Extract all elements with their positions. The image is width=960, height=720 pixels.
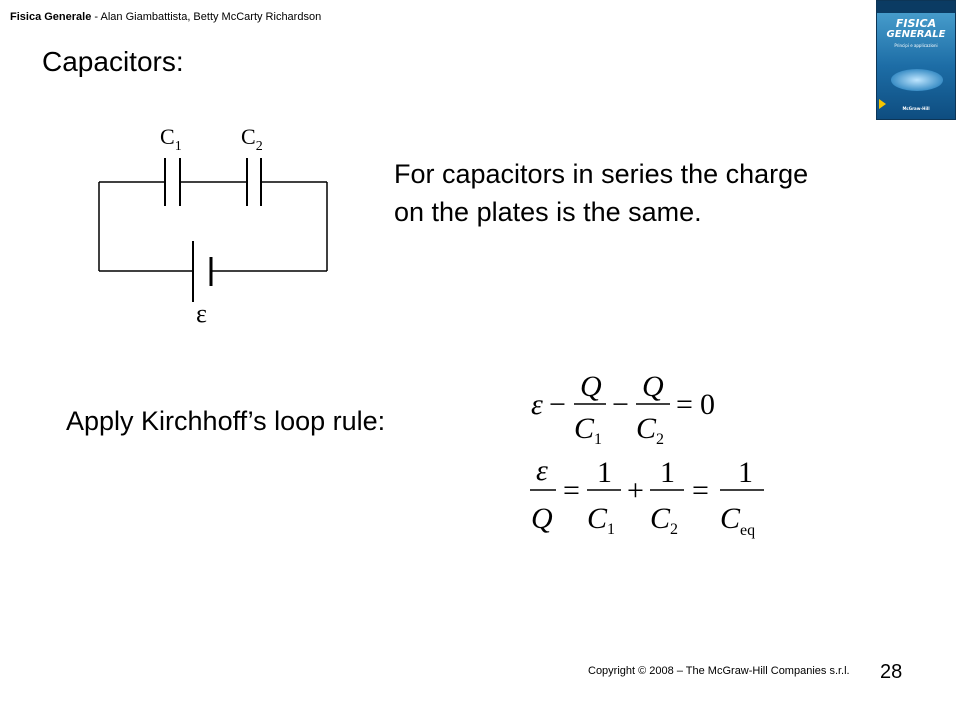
eq1-c2: $C_2$ — [636, 412, 665, 448]
eq1-minus-2: − — [612, 388, 629, 421]
emf-label: ε — [196, 299, 207, 328]
cover-title-line1: FISICA — [895, 17, 937, 30]
eq2-equals-1: = — [563, 474, 580, 507]
eq2-ceq: $C_{eq}$ — [720, 502, 756, 539]
book-title: Fisica Generale — [10, 11, 92, 23]
copyright-notice: Copyright © 2008 – The McGraw-Hill Companies s.r.l. — [588, 665, 850, 677]
capacitor-c2 — [247, 158, 261, 206]
book-authors: Alan Giambattista, Betty McCarty Richardson — [100, 11, 322, 23]
eq1-q1: Q — [580, 370, 602, 403]
c1-label: $C_1$ — [160, 124, 182, 154]
eq1-zero: 0 — [700, 388, 715, 421]
equation-equivalent-capacitance — [530, 454, 764, 539]
capacitor-c1 — [165, 158, 180, 206]
page-number: 28 — [880, 661, 903, 683]
eq2-q: Q — [531, 502, 553, 535]
eq2-one-3: 1 — [738, 456, 753, 489]
header-separator: - — [91, 11, 101, 23]
battery-symbol — [193, 241, 211, 302]
statement-line-2: on the plates is the same. — [394, 197, 702, 227]
eq1-emf: ε — [531, 388, 543, 421]
series-charge-statement — [394, 155, 874, 231]
eq2-c1: $C_1$ — [587, 502, 616, 538]
circuit-wires — [99, 182, 327, 271]
cover-publisher: McGraw-Hill — [902, 106, 930, 111]
eq1-c1: $C_1$ — [574, 412, 603, 448]
eq2-plus: + — [627, 474, 644, 507]
eq2-emf: ε — [536, 454, 548, 487]
statement-line-1: For capacitors in series the charge — [394, 159, 809, 189]
eq2-one-1: 1 — [597, 456, 612, 489]
equation-loop-rule — [531, 370, 715, 448]
eq2-one-2: 1 — [660, 456, 675, 489]
eq1-q2: Q — [642, 370, 664, 403]
cover-subtitle: Principi e applicazioni — [894, 43, 938, 48]
cover-title-line2: GENERALE — [886, 29, 946, 40]
c2-label: $C_2$ — [241, 124, 263, 154]
slide-title: Capacitors: — [42, 46, 184, 77]
eq1-equals: = — [676, 388, 693, 421]
loop-rule-text: Apply Kirchhoff’s loop rule: — [66, 406, 386, 436]
eq2-c2: $C_2$ — [650, 502, 679, 538]
eq2-equals-2: = — [692, 474, 709, 507]
eq1-minus-1: − — [549, 388, 566, 421]
